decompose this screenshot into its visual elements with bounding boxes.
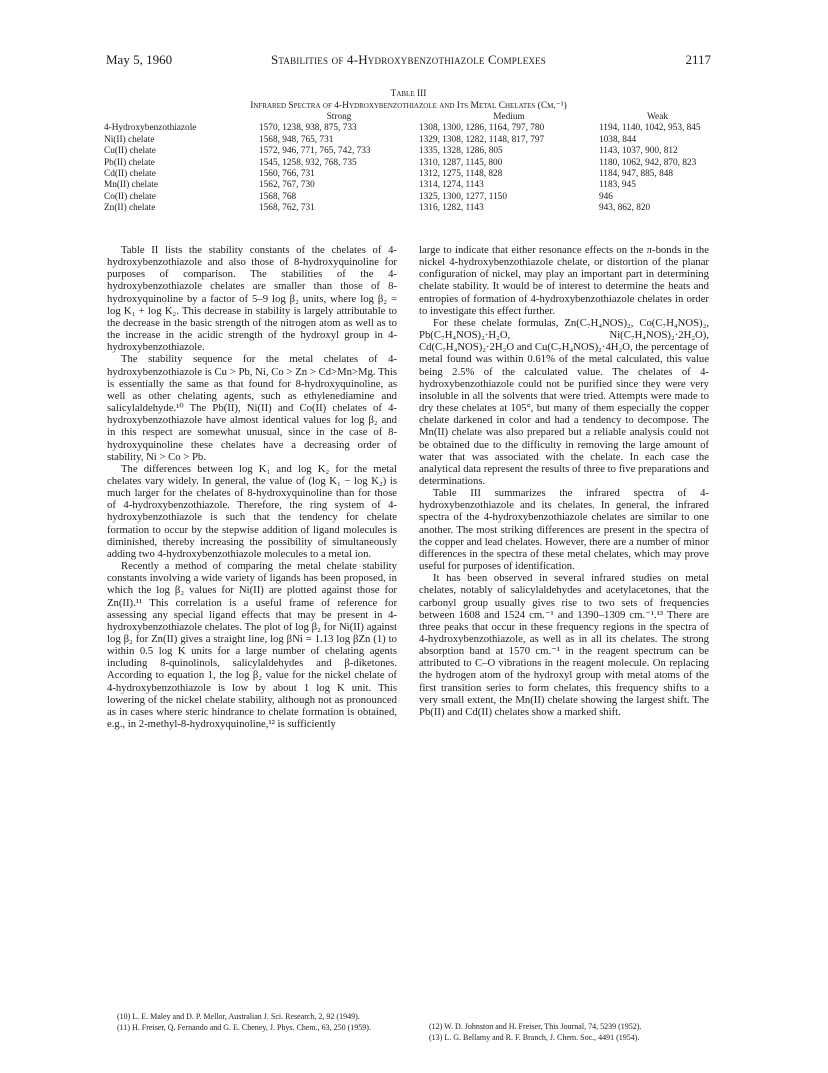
table-header-cell: Strong [326, 112, 352, 122]
table-cell: 1570, 1238, 938, 875, 733 [259, 123, 357, 134]
footnote: (13) L. G. Bellamy and R. F. Branch, J. Chem. Soc., 4491 (1954). [429, 1033, 640, 1042]
table-cell: 946 [599, 191, 613, 202]
body-paragraph: For these chelate formulas, Zn(C₇H₄NOS)₂, Co(C₇H₄NOS)₂, Pb(C₇H₄NOS)₂·H₂O, Ni(C₇H₄NOS)₂·2H₂O), Cd(C₇H₄NOS)₂·2H₂O and Cu(C₇H₄NOS)₂·4H₂O, the percentage of metal found was within 0.61% of the metal calculated, this value being 2.5% of the calculated value. The chelates of 4-hydroxybenzothiazole could not be purified since they were very insoluble in all the solvents that were tried. Attempts were made to dry these chelates at 105°, but many of them especially the copper chelate darkened in color and had a tendency to decompose. The Mn(II) chelate was also prepared but a reliable analysis could not be obtained due to the difficulty in removing the large amount of water that was associated with the chelate. In each case the analytical data represent the results of three to five preparations and determinations. [419, 316, 709, 487]
table-cell: 1560, 766, 731 [259, 168, 315, 179]
table-cell: 1194, 1140, 1042, 953, 845 [599, 123, 701, 134]
table-cell: 1314, 1274, 1143 [419, 180, 484, 191]
table-header-row [104, 112, 716, 123]
ir-spectra-table [104, 112, 716, 215]
issue-date: May 5, 1960 [106, 52, 173, 67]
table-cell: Cu(II) chelate [104, 146, 156, 157]
table-cell: 1184, 947, 885, 848 [599, 168, 674, 179]
table-cell: 1038, 844 [599, 134, 637, 145]
table-cell: 1308, 1300, 1286, 1164, 797, 780 [419, 123, 545, 134]
table-cell: 1312, 1275, 1148, 828 [419, 168, 503, 179]
table-row [104, 123, 716, 134]
table-label: Table III [390, 89, 427, 99]
table-header-cell [104, 112, 259, 123]
table-cell: 943, 862, 820 [599, 203, 651, 214]
body-paragraph: Recently a method of comparing the metal chelate stability constants involving a wide variety of ligands has been proposed, in which the log β₂ values for Ni(II) are plotted against those for Zn(II).¹¹ This correlation is a useful frame of reference for assessing any special ligand effects that may be present in 4-hydroxybenzothiazole chelates. The plot of log β₂ for Ni(II) against log β₂ for Zn(II) gives a straight line, log βNi = 1.13 log βZn (1) to within 0.5 log K units for a large number of chelating agents including 8-quinolinols, salicylaldehydes and β-diketones. According to equation 1, the log β₂ value for the nickel chelate of 4-hydroxybenzothiazole is low by about 1 log K unit. This lowering of the nickel chelate stability, although not as pronounced as in cases where steric hindrance to chelate formation is obtained, e.g., in 2-methyl-8-hydroxyquinoline,¹² is sufficiently [107, 560, 397, 731]
footnote: (12) W. D. Johnston and H. Freiser, This Journal, 74, 5239 (1952). [429, 1022, 642, 1031]
footnote: (11) H. Freiser, Q. Fernando and G. E. Cheney, J. Phys. Chem., 63, 250 (1959). [117, 1023, 371, 1032]
table-row [104, 135, 716, 146]
table-row [104, 158, 716, 169]
table-header-cell: Medium [493, 112, 525, 122]
table-cell: 1568, 768 [259, 191, 297, 202]
page-number: 2117 [685, 52, 711, 67]
table-cell: 1568, 948, 765, 731 [259, 134, 334, 145]
table-cell: 1143, 1037, 900, 812 [599, 146, 678, 157]
table-row [104, 146, 716, 157]
body-paragraph: Table III summarizes the infrared spectra of 4-hydroxybenzothiazole and its chelates. In general, the infrared spectra of the 4-hydroxybenzothiazole chelates are similar to one another. The most striking differences are present in the spectra of the copper and lead chelates. However, there are a number of minor differences in the spectra of these metal chelates, which may prove useful for purposes of identification. [419, 487, 709, 573]
body-paragraph: The stability sequence for the metal chelates of 4-hydroxybenzothiazole is Cu > Pb, Ni, Co > Zn > Cd>Mn>Mg. This is essentially the same as that found for 8-hydroxyquinoline, as well as other chelating agents, such as ethylenediamine and salicylaldehyde.¹⁰ The Pb(II), Ni(II) and Co(II) chelates of 4-hydroxybenzothiazole have almost identical values for log β₂ and in this respect are somewhat unusual, since in the case of 8-hydroxyquinoline these chelates have a decreasing order of stability, Ni > Co > Pb. [107, 353, 397, 463]
footnotes-left [107, 1012, 397, 1033]
left-column [107, 244, 397, 730]
table-cell: 1325, 1300, 1277, 1150 [419, 191, 507, 202]
table-cell: 1562, 767, 730 [259, 180, 315, 191]
table-row [104, 203, 716, 214]
table-cell: 1183, 945 [599, 180, 636, 191]
table-cell: Zn(II) chelate [104, 203, 156, 214]
table-cell: Co(II) chelate [104, 191, 156, 202]
table-cell: 1545, 1258, 932, 768, 735 [259, 157, 357, 168]
table-row [104, 180, 716, 191]
table-caption [106, 88, 711, 112]
table-cell: 1180, 1062, 942, 870, 823 [599, 157, 697, 168]
running-title: Stabilities of 4-Hydroxybenzothiazole Complexes [270, 52, 547, 67]
body-paragraph: The differences between log K₁ and log K₂ for the metal chelates vary widely. In general, the value of (log K₁ − log K₂) is much larger for the chelates of 8-hydroxyquinoline than for those of 4-hydroxybenzothiazole. Therefore, the ring system of 4-hydroxybenzothiazole is such that the tendency for chelate formation to occur by the stepwise addition of ligand molecules is diminished, thereby increasing the possibility of simultaneously adding two 4-hydroxybenzothiazole molecules to a metal ion. [107, 462, 397, 560]
table-cell: Cd(II) chelate [104, 168, 156, 179]
table-cell: Pb(II) chelate [104, 157, 155, 168]
table-row [104, 169, 716, 180]
body-paragraph: large to indicate that either resonance effects on the π-bonds in the nickel 4-hydroxybenzothiazole chelate, or distortion of the planar configuration of nickel, may play an important part in determining chelate stability. It would be of interest to determine the heats and entropies of formation of 4-hydroxybenzothiazole chelates in order to investigate this effect further. [419, 244, 709, 317]
running-header [106, 52, 711, 70]
table-cell: 1568, 762, 731 [259, 203, 315, 214]
table-header-cell: Weak [647, 112, 668, 122]
table-cell: Ni(II) chelate [104, 134, 155, 145]
table-cell: 1329, 1308, 1282, 1148, 817, 797 [419, 134, 545, 145]
right-column [419, 244, 709, 718]
table-title: Infrared Spectra of 4-Hydroxybenzothiazole and Its Metal Chelates (Cm.⁻¹) [250, 101, 567, 111]
table-cell: 1572, 946, 771, 765, 742, 733 [259, 146, 371, 157]
table-cell: 1310, 1287, 1145, 800 [419, 157, 503, 168]
table-cell: 4-Hydroxybenzothiazole [104, 123, 197, 134]
footnote: (10) L. E. Maley and D. P. Mellor, Australian J. Sci. Research, 2, 92 (1949). [117, 1012, 360, 1021]
table-cell: 1335, 1328, 1286, 805 [419, 146, 503, 157]
table-cell: Mn(II) chelate [104, 180, 158, 191]
body-paragraph: Table II lists the stability constants of the chelates of 4-hydroxybenzothiazole and also those of 8-hydroxyquinoline for purposes of comparison. The stabilities of the 4-hydroxybenzothiazole chelates are smaller than those of 8-hydroxyquinoline by a factor of 5–9 log β₂ units, where log β₂ = log K₁ + log K₂. This decrease in stability is largely attributable to the decrease in the basic strength of the nitrogen atom as well as to the increase in the acidic strength of the hydroxyl group in 4-hydroxybenzothiazole. [107, 244, 397, 354]
table-cell: 1316, 1282, 1143 [419, 203, 484, 214]
body-paragraph: It has been observed in several infrared studies on metal chelates, notably of salicylaldehydes and acetylacetones, that the carbonyl group usually gives rise to two sets of frequencies between 1608 and 1524 cm.⁻¹ and 1390–1309 cm.⁻¹.¹³ There are three peaks that occur in these frequency regions in the spectra of 4-hydroxybenzothiazole, as well as in all its chelates. The strong absorption band at 1570 cm.⁻¹ in the reagent spectrum can be attributed to C–O vibrations in the reagent molecule. On replacing the hydrogen atom of the hydroxyl group with metal atoms of the first transition series to form chelates, this frequency shifts to a very small extent, the Mn(II) chelate showing the largest shift. The Pb(II) and Cd(II) chelates show a marked shift. [419, 572, 709, 718]
footnotes-right [419, 1022, 709, 1043]
table-row [104, 192, 716, 203]
